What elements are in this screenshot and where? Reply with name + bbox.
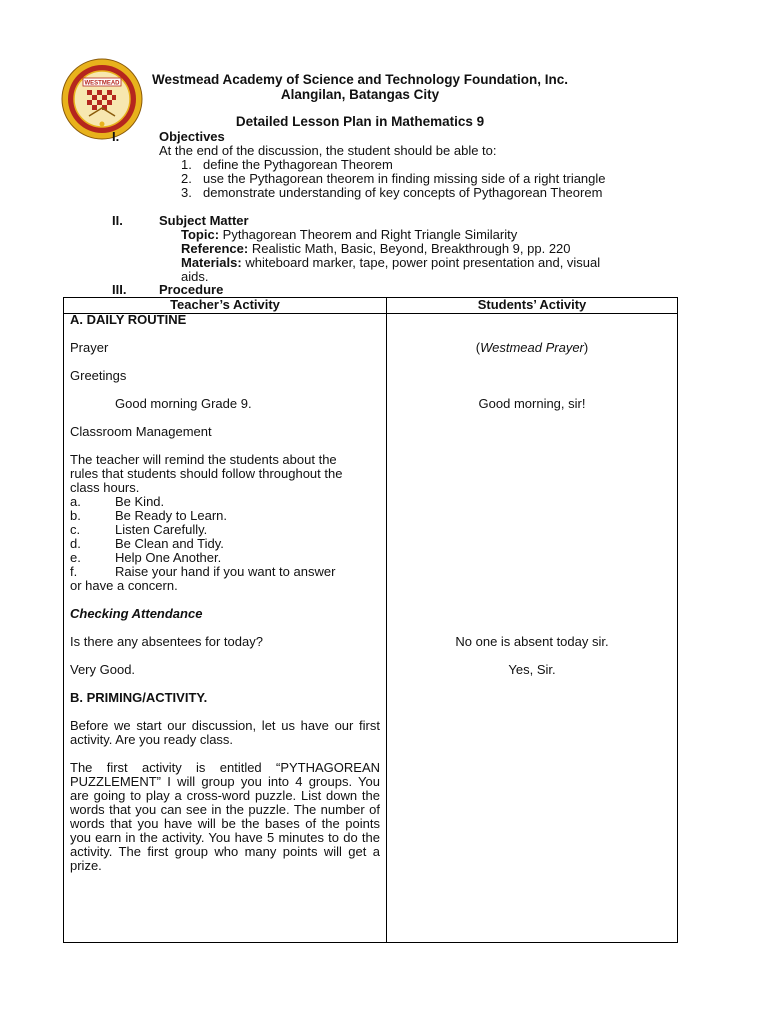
student-greeting: Good morning, sir! — [478, 396, 586, 411]
subject-title: Subject Matter — [159, 213, 249, 228]
materials-label: Materials: — [181, 255, 242, 270]
topic-value: Pythagorean Theorem and Right Triangle Similarity — [222, 227, 518, 242]
very-good-text: Very Good. — [70, 662, 136, 677]
topic-label: Topic: — [181, 227, 220, 242]
rule-text: Be Ready to Learn. — [115, 508, 228, 523]
reference-value: Realistic Math, Basic, Beyond, Breakthrough 9, pp. 220 — [251, 241, 571, 256]
objective-text: define the Pythagorean Theorem — [203, 157, 393, 172]
objective-text: demonstrate understanding of key concepts of Pythagorean Theorem — [203, 185, 603, 200]
rule-text: Raise your hand if you want to answer — [115, 564, 336, 579]
logo-wordmark: WESTMEAD — [84, 80, 120, 87]
objectives-intro: At the end of the discussion, the student should be able to: — [159, 143, 497, 158]
teacher-column-header: Teacher’s Activity — [170, 297, 280, 312]
rule-letter: e. — [70, 550, 81, 565]
rule-continuation: or have a concern. — [70, 578, 178, 593]
priming-intro: Before we start our discussion, let us have our first activity. Are you ready class. — [70, 718, 380, 747]
classroom-management-label: Classroom Management — [70, 424, 212, 439]
prayer-close-paren: ) — [583, 340, 589, 355]
column-divider — [386, 298, 387, 942]
document-title: Detailed Lesson Plan in Mathematics 9 — [235, 114, 485, 129]
prayer-response-text: Westmead Prayer — [480, 340, 584, 355]
rule-letter: f. — [70, 564, 78, 579]
rule-letter: d. — [70, 536, 81, 551]
prayer-label: Prayer — [70, 340, 109, 355]
rule-text: Be Clean and Tidy. — [115, 536, 224, 551]
prayer-response — [386, 341, 678, 355]
reference-label: Reference: — [181, 241, 249, 256]
procedure-numeral: III. — [112, 282, 127, 297]
checking-attendance-text: Checking Attendance — [70, 606, 203, 621]
student-column-header: Students’ Activity — [477, 297, 587, 312]
rules-intro: The teacher will remind the students about the rules that students should follow throughout the class hours. — [70, 452, 343, 495]
rule-text: Listen Carefully. — [115, 522, 208, 537]
absentees-question: Is there any absentees for today? — [70, 634, 263, 649]
materials-line — [181, 256, 600, 270]
greetings-label: Greetings — [70, 368, 127, 383]
reference-line — [181, 242, 571, 256]
absentees-answer: No one is absent today sir. — [455, 634, 609, 649]
rule-letter: b. — [70, 508, 81, 523]
org-name: Westmead Academy of Science and Technology Foundation, Inc. — [151, 72, 569, 87]
subject-numeral: II. — [112, 213, 123, 228]
objective-number: 3. — [181, 185, 192, 200]
objectives-title: Objectives — [159, 129, 225, 144]
org-address: Alangilan, Batangas City — [280, 87, 440, 102]
procedure-table — [63, 297, 678, 943]
objectives-numeral: I. — [112, 129, 120, 144]
checking-attendance-heading — [70, 607, 380, 621]
prayer-open-paren: ( — [475, 340, 481, 355]
materials-value: whiteboard marker, tape, power point presentation and, visual — [245, 255, 601, 270]
rule-letter: c. — [70, 522, 81, 537]
yes-sir-text: Yes, Sir. — [508, 662, 556, 677]
priming-heading: B. PRIMING/ACTIVITY. — [70, 690, 208, 705]
objective-number: 1. — [181, 157, 192, 172]
teacher-greeting: Good morning Grade 9. — [115, 396, 252, 411]
materials-continued: aids. — [181, 269, 209, 284]
objective-text: use the Pythagorean theorem in finding missing side of a right triangle — [203, 171, 606, 186]
activity-description: The first activity is entitled “PYTHAGOREAN PUZZLEMENT” I will group you into 4 groups. You are going to play a cross-word puzzle. List down the words that you can see in the puzzle. The number of words that you have will be the bases of the points you earn in the activity. You have 5 minutes to do the activity. The first group who many points will get a prize. — [70, 760, 380, 873]
rule-letter: a. — [70, 494, 81, 509]
procedure-title: Procedure — [159, 282, 224, 297]
topic-line — [181, 228, 517, 242]
rule-text: Help One Another. — [115, 550, 222, 565]
school-logo — [61, 58, 143, 140]
daily-routine-heading: A. DAILY ROUTINE — [70, 312, 187, 327]
rule-text: Be Kind. — [115, 494, 165, 509]
objective-number: 2. — [181, 171, 192, 186]
